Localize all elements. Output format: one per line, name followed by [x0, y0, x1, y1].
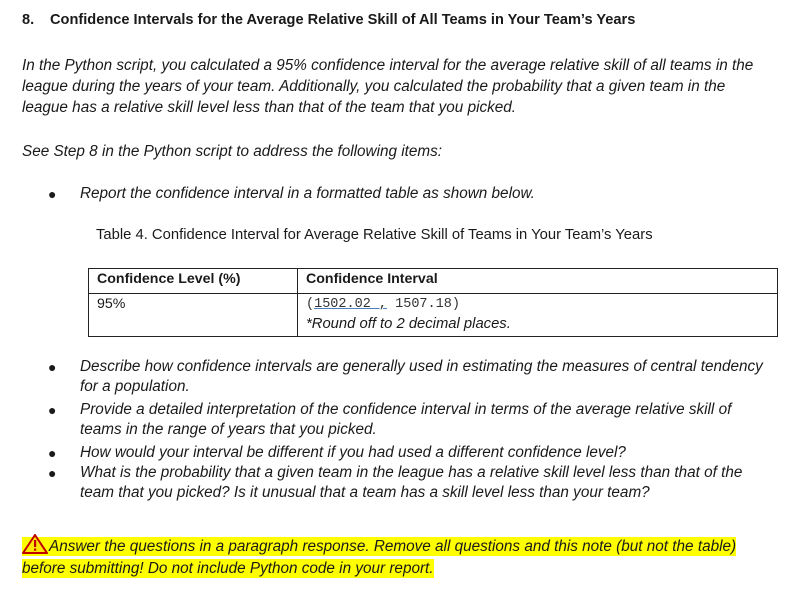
warning-triangle-icon	[22, 534, 48, 554]
section-number: 8.	[22, 12, 35, 28]
table-row	[89, 294, 778, 337]
bullet-text: Report the confidence interval in a formatted table as shown below.	[80, 185, 535, 202]
header-confidence-level: Confidence Level (%)	[89, 269, 298, 294]
interval-value	[306, 296, 769, 314]
cell-confidence-interval	[298, 294, 778, 337]
step-instruction: See Step 8 in the Python script to address the following items:	[22, 143, 443, 160]
bullet-item	[48, 357, 768, 397]
section-title: Confidence Intervals for the Average Relative Skill of All Teams in Your Team’s Years	[50, 12, 636, 28]
table-caption: Table 4. Confidence Interval for Average Relative Skill of Teams in Your Team’s Years	[96, 227, 653, 243]
warning-text: Answer the questions in a paragraph response. Remove all questions and this note (but not the table) before submitting! Do not include Python code in your report.	[22, 538, 737, 577]
bullet-icon: ●	[48, 402, 57, 418]
bullet-item	[48, 400, 768, 440]
cell-confidence-level: 95%	[89, 294, 298, 337]
header-confidence-interval: Confidence Interval	[298, 269, 778, 294]
round-note: *Round off to 2 decimal places.	[306, 316, 511, 332]
bullet-icon: ●	[48, 359, 57, 375]
confidence-interval-table	[88, 268, 778, 337]
interval-lower: 1502.02 ,	[314, 297, 388, 312]
warning-note	[22, 534, 742, 580]
bullet-item	[48, 463, 768, 503]
interval-open: (	[306, 297, 315, 312]
section-heading	[22, 12, 635, 28]
bullet-text: How would your interval be different if you had used a different confidence level?	[80, 444, 626, 461]
bullet-text: What is the probability that a given team in the league has a relative skill level less than that of the team that you picked? Is it unusual that a team has a skill level less than your team?	[80, 464, 743, 501]
interval-upper: 1507.18)	[387, 297, 460, 312]
intro-paragraph: In the Python script, you calculated a 95% confidence interval for the average relative skill of all teams in the league during the years of your team. Additionally, you calculated the probability that a given team in the league has a relative skill level less than that of the team that you picked.	[22, 57, 754, 116]
bullet-icon: ●	[48, 445, 57, 461]
bullet-text: Describe how confidence intervals are generally used in estimating the measures of central tendency for a population.	[80, 358, 763, 395]
bullet-item	[48, 443, 768, 463]
highlighted-note	[22, 537, 736, 578]
bullet-text: Provide a detailed interpretation of the confidence interval in terms of the average relative skill of teams in the range of years that you picked.	[80, 401, 732, 438]
bullet-icon: ●	[48, 465, 57, 481]
bullet-icon: ●	[48, 186, 57, 202]
bullet-item	[48, 184, 768, 204]
table-header-row	[89, 269, 778, 294]
